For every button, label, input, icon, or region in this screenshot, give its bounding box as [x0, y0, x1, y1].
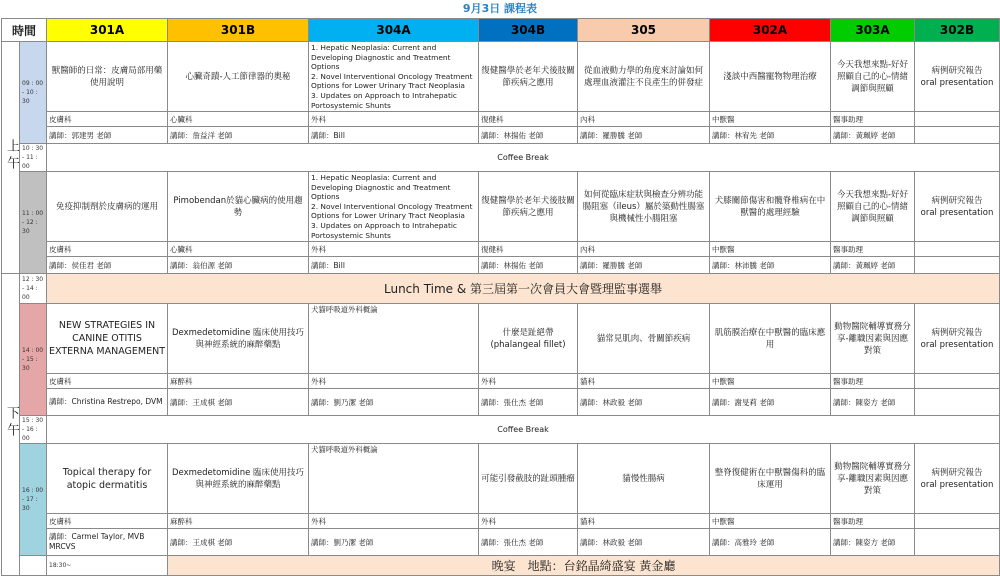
speaker-cell: 講師：高雅玲 老師: [710, 529, 831, 556]
speaker-cell: [915, 127, 1000, 144]
speaker-cell: 講師：林宥先 老師: [710, 127, 831, 144]
dept-cell: [915, 374, 1000, 389]
speaker-cell: 講師：羅勝騰 老師: [578, 257, 710, 274]
topic-cell: 今天我想來點-好好照顧自己的心-情緒調節與照顧: [831, 42, 915, 112]
speaker-cell: [915, 257, 1000, 274]
dept-cell: [915, 242, 1000, 257]
page-title: 9月3日 課程表: [462, 2, 538, 15]
lunch-row: [2, 274, 1000, 304]
topic-cell: Pimobendan於貓心臟病的使用趨勢: [168, 172, 309, 242]
room-header: 304B: [479, 19, 578, 42]
topic-cell: Dexmedetomidine 臨床使用技巧與神經系統的麻醉藥點: [168, 444, 309, 514]
dept-row: [2, 242, 1000, 257]
speaker-cell: 講師：林政毅 老師: [578, 529, 710, 556]
schedule-table: [1, 18, 1000, 576]
topic-cell: 犬貓呼吸道外科概論: [309, 304, 479, 374]
dept-cell: 中獸醫: [710, 242, 831, 257]
dinner-row: [2, 556, 1000, 576]
dept-cell: 外科: [309, 374, 479, 389]
topic-cell: 1. Hepatic Neoplasia: Current and Developing Diagnostic and Treatment Options 2. Novel Interventional Oncology Treatment Options for Lower Urinary Tract Neoplasia 3. Updates on Approach to Intrahepatic Portosystemic Shunts: [309, 172, 479, 242]
time-slot: 16 : 00 - 17 : 30: [20, 444, 47, 556]
speaker-cell: [915, 389, 1000, 416]
dept-cell: 外科: [309, 112, 479, 127]
dept-cell: 醫事助理: [831, 374, 915, 389]
break-row: [2, 144, 1000, 172]
time-slot: 10 : 30 - 11 : 00: [20, 144, 47, 172]
dept-cell: 醫事助理: [831, 514, 915, 529]
dept-cell: 皮膚科: [47, 242, 168, 257]
topic-cell: NEW STRATEGIES IN CANINE OTITIS EXTERNA MANAGEMENT: [47, 304, 168, 374]
topic-cell: Dexmedetomidine 臨床使用技巧與神經系統的麻醉藥點: [168, 304, 309, 374]
period-label: 下午: [4, 405, 19, 440]
dept-cell: 皮膚科: [47, 112, 168, 127]
dept-cell: 外科: [309, 242, 479, 257]
room-header: 304A: [309, 19, 479, 42]
topic-row: [2, 172, 1000, 242]
b1-label: Coffee Break: [47, 144, 1000, 172]
topic-cell: 犬貓呼吸道外科概論: [309, 444, 479, 514]
topic-cell: 從血液動力學的角度來討論如何處理血液灌注不良產生的併發症: [578, 42, 710, 112]
speaker-row: [2, 257, 1000, 274]
speaker-row: [2, 389, 1000, 416]
room-header: 303A: [831, 19, 915, 42]
speaker-cell: 講師：Bill: [309, 127, 479, 144]
dept-cell: [915, 112, 1000, 127]
topic-cell: 什麼是趾絕帶 (phalangeal fillet): [479, 304, 578, 374]
topic-cell: 貓常見肌肉、骨關節疾病: [578, 304, 710, 374]
topic-cell: 可能引發截肢的趾頭腫瘤: [479, 444, 578, 514]
dept-cell: 中獸醫: [710, 374, 831, 389]
dept-cell: 中獸醫: [710, 514, 831, 529]
topic-cell: 整脊復健術在中獸醫傷科的臨床運用: [710, 444, 831, 514]
topic-cell: 病例研究報告 oral presentation: [915, 444, 1000, 514]
dinner-label: 晚宴 地點：台銘晶綺盛宴 黃金廳: [168, 556, 1000, 576]
room-header: 302A: [710, 19, 831, 42]
topic-cell: 心臟奇蹟-人工節律器的奧秘: [168, 42, 309, 112]
speaker-cell: 講師：Christina Restrepo, DVM: [47, 389, 168, 416]
dept-cell: 醫事助理: [831, 242, 915, 257]
room-header: 301A: [47, 19, 168, 42]
dept-cell: 中獸醫: [710, 112, 831, 127]
dept-cell: 復健科: [479, 242, 578, 257]
speaker-cell: 講師：王成棋 老師: [168, 529, 309, 556]
speaker-cell: 講師：Carmel Taylor, MVB MRCVS: [47, 529, 168, 556]
room-header: 302B: [915, 19, 1000, 42]
dept-cell: 外科: [479, 514, 578, 529]
dept-cell: 外科: [479, 374, 578, 389]
topic-row: [2, 444, 1000, 514]
room-header: 301B: [168, 19, 309, 42]
topic-cell: 動物醫院輔導實務分享-離職因素與因應對策: [831, 304, 915, 374]
speaker-cell: 講師：張仕杰 老師: [479, 529, 578, 556]
topic-row: [2, 304, 1000, 374]
time-slot: 12 : 30 - 14 : 00: [20, 274, 47, 304]
time-slot: 11 : 00 - 12 : 30: [20, 172, 47, 274]
speaker-cell: [915, 529, 1000, 556]
speaker-cell: 講師：羅勝騰 老師: [578, 127, 710, 144]
lunch-label: Lunch Time & 第三屆第一次會員大會暨理監事選舉: [47, 274, 1000, 304]
speaker-cell: 講師：劉乃潔 老師: [309, 529, 479, 556]
topic-cell: 病例研究報告 oral presentation: [915, 172, 1000, 242]
time-slot: 18:30~: [47, 556, 168, 576]
topic-cell: Topical therapy for atopic dermatitis: [47, 444, 168, 514]
dept-cell: 內科: [578, 112, 710, 127]
dept-cell: 皮膚科: [47, 514, 168, 529]
period-blank: [20, 556, 47, 576]
speaker-cell: 講師：林沛騰 老師: [710, 257, 831, 274]
topic-cell: 犬膝關節傷害和髖脊椎病在中獸醫的處理經驗: [710, 172, 831, 242]
speaker-cell: 講師：林揚佑 老師: [479, 127, 578, 144]
dept-row: [2, 374, 1000, 389]
speaker-cell: 講師：黃珮婷 老師: [831, 257, 915, 274]
topic-cell: 病例研究報告 oral presentation: [915, 42, 1000, 112]
period-afternoon: [2, 274, 20, 576]
topic-cell: 復健醫學於老年犬後肢關節疾病之應用: [479, 172, 578, 242]
topic-cell: 如何從臨床症狀與檢查分辨功能腸阻塞（ileus）屬於築動性腸塞與機械性小腸阻塞: [578, 172, 710, 242]
speaker-cell: 講師：劉乃潔 老師: [309, 389, 479, 416]
topic-cell: 病例研究報告 oral presentation: [915, 304, 1000, 374]
room-header: 305: [578, 19, 710, 42]
speaker-cell: 講師：謝旻莉 老師: [710, 389, 831, 416]
speaker-cell: 講師：侯佳君 老師: [47, 257, 168, 274]
speaker-cell: 講師：郭建男 老師: [47, 127, 168, 144]
topic-cell: 貓慢性腸病: [578, 444, 710, 514]
time-header: 時間: [2, 19, 47, 42]
dept-cell: 心臟科: [168, 112, 309, 127]
speaker-cell: 講師：陳姿方 老師: [831, 389, 915, 416]
speaker-row: [2, 529, 1000, 556]
speaker-row: [2, 127, 1000, 144]
break-row: [2, 416, 1000, 444]
topic-cell: 淺談中西醫寵物物理治療: [710, 42, 831, 112]
period-morning: [2, 42, 20, 274]
topic-cell: 1. Hepatic Neoplasia: Current and Developing Diagnostic and Treatment Options 2. Novel Interventional Oncology Treatment Options for Lower Urinary Tract Neoplasia 3. Updates on Approach to Intrahepatic Portosystemic Shunts: [309, 42, 479, 112]
dept-cell: [915, 514, 1000, 529]
dept-row: [2, 112, 1000, 127]
dept-cell: 貓科: [578, 514, 710, 529]
topic-cell: 動物醫院輔導實務分享-離職因素與因應對策: [831, 444, 915, 514]
header-row: [2, 19, 1000, 42]
speaker-cell: 講師：詹益洋 老師: [168, 127, 309, 144]
dept-cell: 醫事助理: [831, 112, 915, 127]
topic-cell: 免疫抑制劑於皮膚病的運用: [47, 172, 168, 242]
speaker-cell: 講師：Bill: [309, 257, 479, 274]
topic-cell: 獸醫師的日常：皮膚局部用藥使用說明: [47, 42, 168, 112]
dept-cell: 外科: [309, 514, 479, 529]
dept-cell: 復健科: [479, 112, 578, 127]
dept-cell: 皮膚科: [47, 374, 168, 389]
speaker-cell: 講師：王成棋 老師: [168, 389, 309, 416]
time-slot: 15 : 30 - 16 : 00: [20, 416, 47, 444]
speaker-cell: 講師：黃珮婷 老師: [831, 127, 915, 144]
dept-cell: 麻醉科: [168, 514, 309, 529]
time-slot: 09 : 00 - 10 : 30: [20, 42, 47, 144]
speaker-cell: 講師：翁伯源 老師: [168, 257, 309, 274]
topic-cell: 今天我想來點-好好照顧自己的心-情緒調節與照顧: [831, 172, 915, 242]
b2-label: Coffee Break: [47, 416, 1000, 444]
topic-cell: 肌筋膜治療在中獸醫的臨床應用: [710, 304, 831, 374]
speaker-cell: 講師：陳姿方 老師: [831, 529, 915, 556]
dept-cell: 麻醉科: [168, 374, 309, 389]
topic-row: [2, 42, 1000, 112]
topic-cell: 復健醫學於老年犬後肢關節疾病之應用: [479, 42, 578, 112]
speaker-cell: 講師：張仕杰 老師: [479, 389, 578, 416]
time-slot: 14 : 00 - 15 : 30: [20, 304, 47, 416]
dept-row: [2, 514, 1000, 529]
period-label: 上午: [4, 138, 19, 173]
dept-cell: 貓科: [578, 374, 710, 389]
dept-cell: 內科: [578, 242, 710, 257]
speaker-cell: 講師：林政毅 老師: [578, 389, 710, 416]
dept-cell: 心臟科: [168, 242, 309, 257]
speaker-cell: 講師：林揚佑 老師: [479, 257, 578, 274]
